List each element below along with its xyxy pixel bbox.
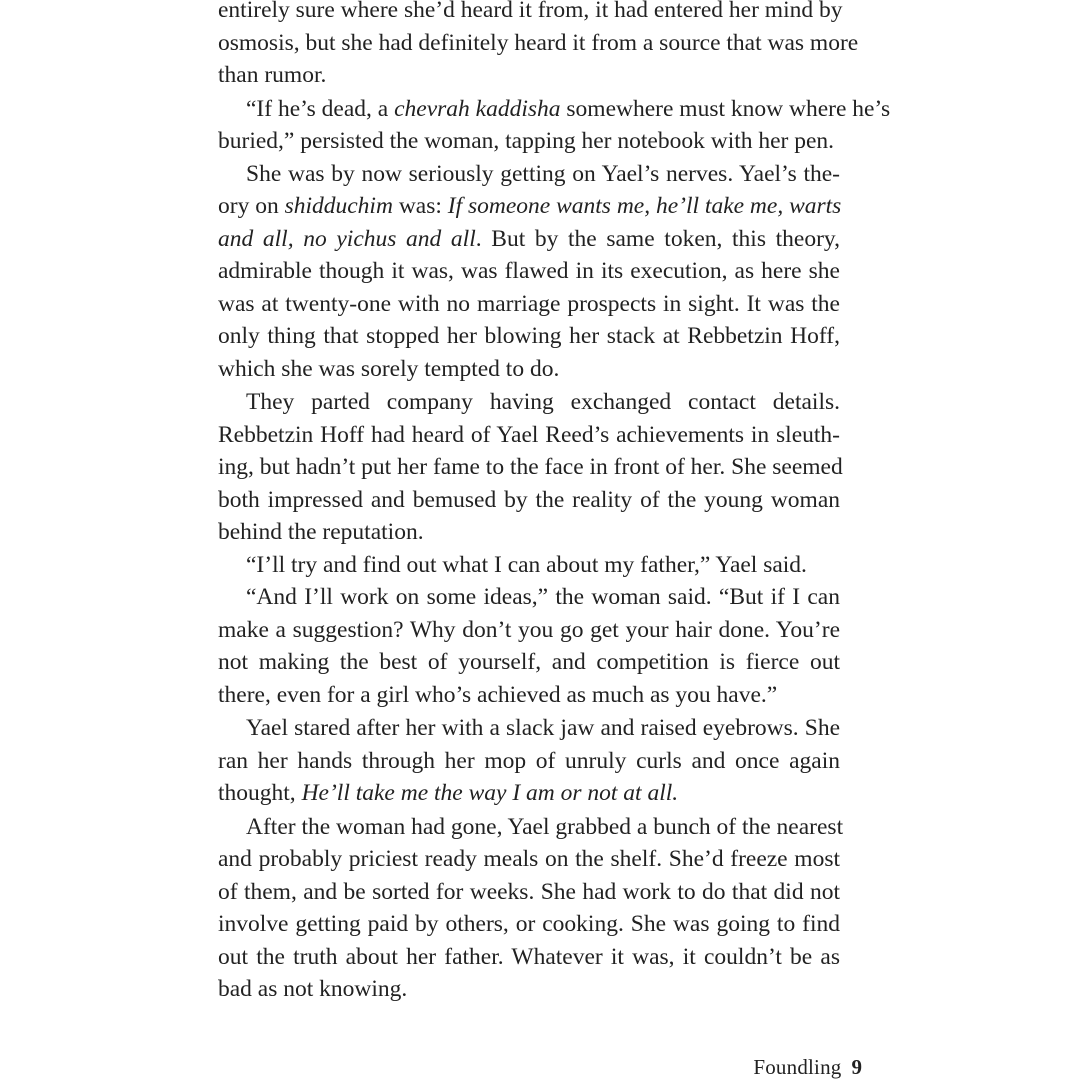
page-number: 9	[851, 1055, 862, 1079]
text-line	[218, 973, 840, 1006]
text-segment: involve getting paid by others, or cooking. She was going to find	[218, 911, 840, 937]
text-line	[218, 516, 840, 549]
text-line	[218, 190, 840, 223]
text-line	[218, 451, 843, 484]
text-segment: After the woman had gone, Yael grabbed a bunch of the nearest	[246, 813, 844, 840]
italic-text-segment: chevrah kaddisha	[394, 95, 561, 122]
running-footer	[753, 1050, 862, 1084]
text-line	[218, 712, 840, 745]
text-segment: which she was sorely tempted to do.	[218, 355, 560, 382]
text-segment: was:	[392, 193, 448, 219]
text-segment: bad as not knowing.	[218, 976, 408, 1002]
text-segment: ory on	[218, 193, 285, 219]
text-segment: thought,	[218, 780, 302, 806]
text-segment: She was by now seriously getting on Yael’s nerves. Yael’s the-	[246, 160, 840, 187]
text-line	[218, 0, 843, 27]
text-line	[218, 811, 844, 844]
text-segment: Yael stared after her with a slack jaw and raised eyebrows. She	[246, 715, 840, 741]
book-title: Foundling	[753, 1055, 842, 1079]
text-line	[218, 876, 840, 909]
text-segment: entirely sure where she’d heard it from, it had entered her mind by	[218, 0, 843, 23]
text-segment: osmosis, but she had definitely heard it from a source that was more	[218, 29, 859, 56]
text-segment: of them, and be sorted for weeks. She had work to do that did not	[218, 878, 840, 905]
text-line	[218, 581, 840, 614]
text-line	[218, 908, 840, 941]
text-line	[218, 125, 840, 158]
text-line	[218, 223, 840, 256]
text-segment: somewhere must know where he’s	[560, 95, 891, 122]
text-line	[218, 549, 840, 582]
text-line	[218, 158, 840, 191]
text-segment: They parted company having exchanged contact details.	[246, 389, 840, 415]
text-segment: ran her hands through her mop of unruly curls and once again	[218, 747, 840, 774]
text-segment: not making the best of yourself, and competition is fierce out	[218, 649, 840, 675]
text-segment: buried,” persisted the woman, tapping her notebook with her pen.	[218, 128, 835, 154]
text-segment: than rumor.	[218, 62, 327, 88]
italic-text-segment: He’ll take me the way I am or not at all.	[301, 780, 679, 806]
text-segment: was at twenty-one with no marriage prospects in sight. It was the	[218, 290, 840, 317]
text-segment: make a suggestion? Why don’t you go get your hair done. You’re	[218, 616, 840, 643]
italic-text-segment: and all, no yichus and all	[218, 225, 476, 252]
text-line	[218, 59, 840, 92]
text-segment: “If he’s dead, a	[246, 95, 395, 122]
text-segment: . But by the same token, this theory,	[475, 225, 840, 252]
text-line	[218, 353, 840, 386]
text-line	[218, 777, 840, 810]
text-line	[218, 27, 859, 60]
text-segment: “And I’ll work on some ideas,” the woman said. “But if I can	[246, 584, 840, 610]
text-segment: only thing that stopped her blowing her stack at Rebbetzin Hoff,	[218, 323, 840, 349]
text-segment: ing, but hadn’t put her fame to the face in front of her. She seemed	[218, 454, 843, 480]
text-segment: there, even for a girl who’s achieved as much as you have.”	[218, 681, 778, 708]
text-line	[218, 843, 840, 876]
text-line	[218, 288, 840, 321]
text-line	[218, 484, 840, 517]
text-line	[218, 941, 840, 974]
italic-text-segment: If someone wants me, he’ll take me, warts	[447, 193, 842, 219]
text-line	[218, 255, 840, 288]
text-segment: “I’ll try and find out what I can about my father,” Yael said.	[246, 551, 807, 578]
text-line	[218, 646, 840, 679]
text-line	[218, 386, 840, 419]
text-line	[218, 745, 840, 778]
text-line	[218, 419, 840, 452]
text-segment: Rebbetzin Hoff had heard of Yael Reed’s achievements in sleuth-	[218, 421, 840, 448]
text-line	[218, 93, 891, 126]
text-segment: and probably priciest ready meals on the shelf. She’d freeze most	[218, 846, 840, 872]
text-line	[218, 614, 840, 647]
text-segment: out the truth about her father. Whatever it was, it couldn’t be as	[218, 943, 840, 970]
text-line	[218, 320, 840, 353]
text-segment: behind the reputation.	[218, 519, 424, 545]
italic-text-segment: shidduchim	[284, 193, 393, 219]
text-segment: both impressed and bemused by the reality of the young woman	[218, 486, 840, 513]
text-line	[218, 679, 840, 712]
text-segment: admirable though it was, was flawed in its execution, as here she	[218, 258, 840, 284]
page-body-text	[218, 0, 891, 1006]
